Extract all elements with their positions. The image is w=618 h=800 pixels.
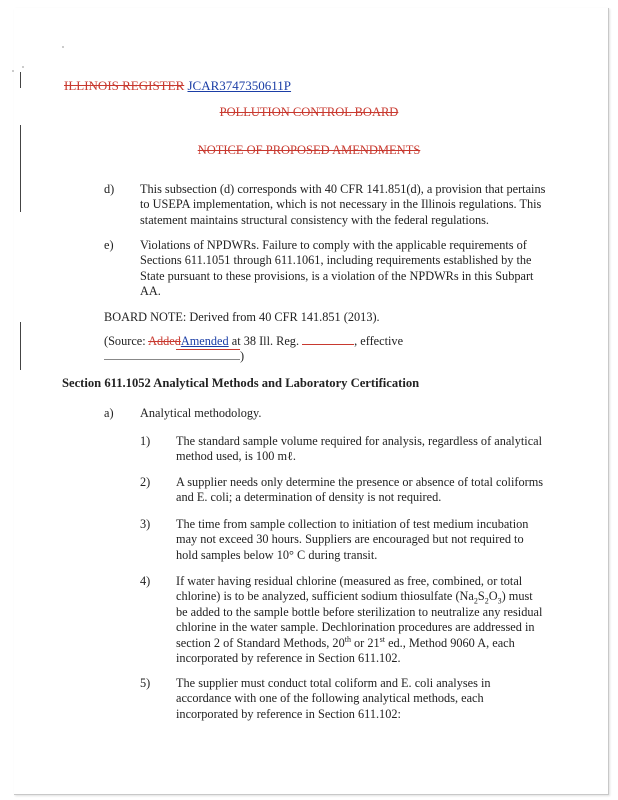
item-e-line: Violations of NPDWRs. Failure to comply with the applicable requirements of [140,238,527,252]
source-added-struck: Added [148,334,181,348]
register-page-blank [302,344,354,345]
subitem-3-label: 3) [140,517,151,531]
item-e-text [140,238,570,300]
change-bar [20,192,21,212]
source-close: ) [240,349,245,364]
subitem-line: hold samples below 10° C during transit. [176,547,378,562]
source-reg: at 38 Ill. Reg. [228,334,303,348]
section-heading: Section 611.1052 Analytical Methods and Laboratory Certification [62,376,420,390]
scan-speck [62,46,64,48]
subitem-line: The time from sample collection to initiation of test medium incubation [176,517,529,531]
subitem-line: incorporated by reference in Section 611.102: [176,706,401,721]
change-bar [20,125,21,193]
item-a-label: a) [104,406,114,420]
source-amended: Amended [180,334,229,348]
source-effective: , effective [354,334,404,348]
effective-date-blank [104,359,240,360]
change-bar [20,322,21,370]
subitem-1-label: 1) [140,434,151,448]
subitem-1-text [176,434,576,465]
subitem-5-label: 5) [140,676,151,690]
scan-speck [12,70,14,72]
notice-title: NOTICE OF PROPOSED AMENDMENTS [197,143,421,157]
scan-speck [22,66,24,68]
subitem-line: chlorine) is to be analyzed, sufficient sodium thiosulfate $(Na_2S_2O_3)$ must [176,589,533,606]
subitem-line: The supplier must conduct total coliform and E. coli analyses in [176,676,491,690]
subitem-line: method used, is 100 mℓ. [176,449,296,464]
subitem-line: section 2 of Standard Methods, 20th or 21st ed., Method 9060 A, each [176,634,515,650]
jcar-code: JCAR3747350611P [187,78,292,93]
board-title: POLLUTION CONTROL BOARD [219,105,399,119]
item-d-label: d) [104,182,115,196]
subitem-line: accordance with one of the following analytical methods, each [176,691,484,706]
subitem-line: The standard sample volume required for analysis, regardless of analytical [176,434,543,448]
item-e-label: e) [104,238,114,252]
item-a-text: Analytical methodology. [140,406,262,420]
source-note [104,334,544,365]
subitem-2-label: 2) [140,475,151,489]
subitem-line: may not exceed 30 hours. Suppliers are encouraged but not required to [176,532,524,547]
register-struck: ILLINOIS REGISTER [64,78,185,93]
subitem-line: A supplier needs only determine the presence or absence of total coliforms [176,475,544,489]
subitem-line: If water having residual chlorine (measured as free, combined, or total [176,574,523,588]
subitem-line: be added to the sample bottle before sterilization to neutralize any residual [176,604,543,619]
subitem-line: incorporated by reference in Section 611.102. [176,651,401,666]
item-d-line: statement maintains structural consistency with the federal regulations. [140,212,489,227]
subitem-2-text [176,475,576,506]
board-note: BOARD NOTE: Derived from 40 CFR 141.851 (2013). [104,310,380,324]
item-d-line: to USEPA implementation, which is not necessary in the Illinois regulations. This [140,197,542,212]
item-e-line: State pursuant to these provisions, is a violation of the NPDWRs in this Subpart [140,268,534,283]
subitem-line: chlorine in the water sample. Dechlorination procedures are addressed in [176,620,535,635]
item-e-line: AA. [140,284,161,299]
effective-date-redline [176,349,240,350]
item-e-line: Sections 611.1051 through 611.1061, including requirements established by the [140,253,532,268]
subitem-3-text [176,517,576,563]
subitem-4-text [176,574,586,666]
subitem-4-label: 4) [140,574,151,588]
item-d-text [140,182,570,228]
source-prefix: (Source: [104,334,149,348]
subitem-line: and E. coli; a determination of density is not required. [176,490,442,505]
register-header [64,78,291,94]
item-d-line: This subsection (d) corresponds with 40 CFR 141.851(d), a provision that pertains [140,182,546,196]
change-bar [20,72,21,88]
subitem-5-text [176,676,576,722]
